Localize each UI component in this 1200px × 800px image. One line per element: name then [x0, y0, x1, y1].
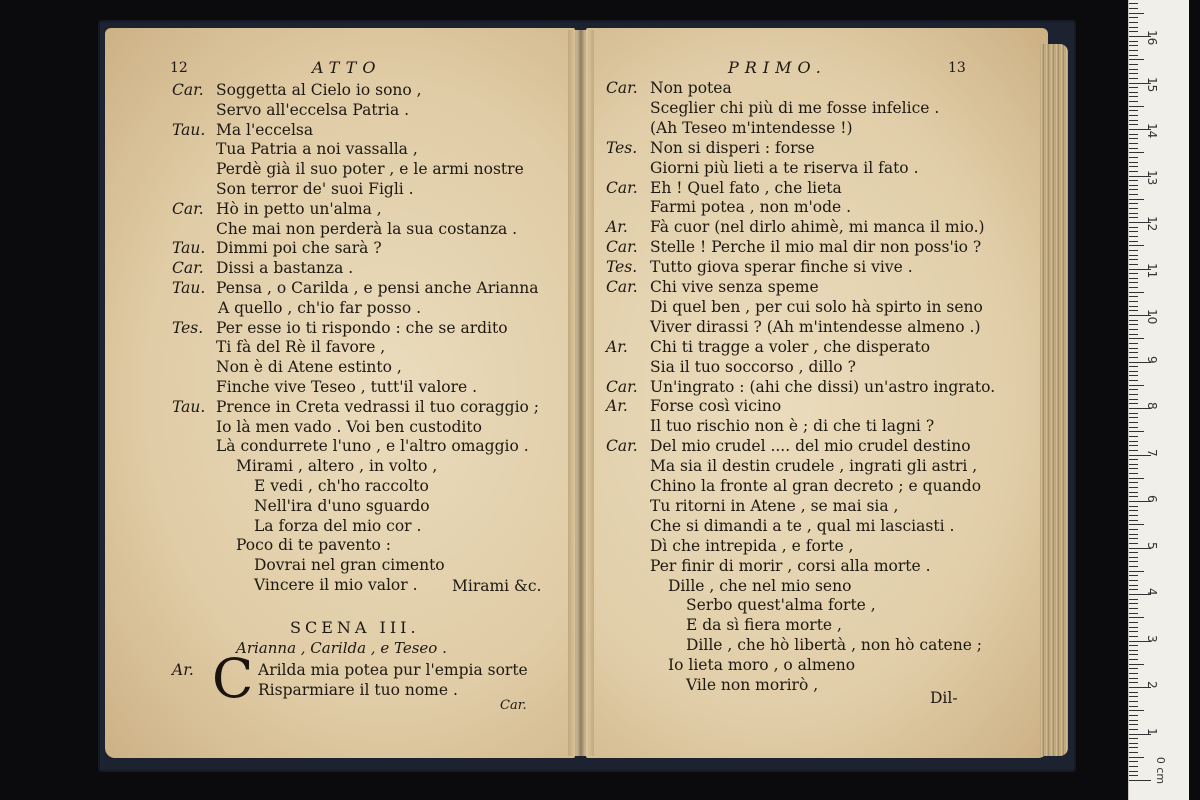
ruler-tick [1129, 31, 1138, 32]
verse-line: Che si dimandi a te , qual mi lasciasti . [650, 516, 955, 535]
ruler-tick [1129, 622, 1138, 623]
ruler-tick [1129, 245, 1144, 246]
verse-line: Non è di Atene estinto , [216, 358, 402, 377]
ruler-tick [1129, 110, 1138, 111]
ruler-label: 7 [1145, 448, 1159, 457]
ruler-tick [1129, 496, 1138, 497]
ruler-tick [1129, 534, 1138, 535]
verse-line: Non si disperi : forse [650, 138, 815, 157]
scene-title: SCENA III. [290, 618, 420, 637]
ruler-tick [1129, 450, 1138, 451]
ruler-tick [1129, 320, 1138, 321]
ruler-tick [1129, 171, 1138, 172]
ruler-tick [1129, 59, 1144, 60]
verse-line: La forza del mio cor . [254, 516, 422, 535]
ruler-tick [1129, 492, 1138, 493]
ruler-tick [1129, 775, 1138, 776]
verse-line: Chi vive senza speme [650, 278, 819, 296]
ruler-tick [1129, 152, 1144, 153]
ruler-tick [1129, 701, 1138, 702]
verse-line: Dovrai nel gran cimento [254, 556, 445, 575]
ruler-tick [1129, 208, 1138, 209]
verse-line: E da sì fiera morte , [686, 616, 842, 635]
ruler-tick [1129, 236, 1138, 237]
ruler-tick [1129, 185, 1138, 186]
speaker-label: Tes. [606, 258, 638, 277]
ruler-tick [1129, 45, 1138, 46]
ruler-tick [1129, 3, 1138, 4]
ruler-tick [1129, 338, 1144, 339]
verse-line: Serbo quest'alma forte , [686, 596, 876, 615]
ruler-tick [1129, 101, 1138, 102]
ruler-tick [1129, 138, 1138, 139]
measuring-ruler [1128, 0, 1189, 800]
ruler-tick [1129, 459, 1138, 460]
verse-line: Stelle ! Perche il mio mal dir non poss'io ? [650, 238, 982, 257]
ruler-tick [1129, 227, 1138, 228]
ruler-tick [1129, 738, 1138, 739]
ruler-label: 10 [1145, 309, 1159, 325]
ruler-tick [1129, 613, 1138, 614]
ruler-tick [1129, 743, 1138, 744]
ruler-tick [1129, 96, 1138, 97]
ruler-tick [1129, 441, 1138, 442]
speaker-label: Car. [172, 81, 204, 99]
ruler-tick [1129, 287, 1138, 288]
ruler-tick [1129, 659, 1138, 660]
verse-line: Il tuo rischio non è ; di che ti lagni ? [650, 417, 935, 436]
speaker-label: Car. [606, 238, 638, 257]
ruler-label: 9 [1145, 355, 1159, 364]
verse-line: Soggetta al Cielo io sono , [216, 81, 422, 99]
ruler-tick [1129, 366, 1138, 367]
ruler-tick [1129, 41, 1138, 42]
ruler-tick [1129, 696, 1138, 697]
ruler-tick [1129, 780, 1151, 781]
verse-line: Ma l'eccelsa [216, 120, 314, 139]
ruler-tick [1129, 157, 1138, 158]
ruler-tick [1129, 715, 1138, 716]
ruler-tick [1129, 87, 1138, 88]
ruler-tick [1129, 538, 1138, 539]
ruler-tick [1129, 389, 1138, 390]
ruler-tick [1129, 357, 1138, 358]
verse-line: Per esse io ti rispondo : che se ardito [216, 318, 508, 337]
ruler-label: 5 [1145, 541, 1159, 550]
speaker-label: Tau. [172, 279, 206, 297]
running-head: ATTO [312, 58, 382, 77]
speaker-label: Car. [172, 259, 204, 278]
ruler-tick [1129, 599, 1138, 600]
ruler-tick [1129, 422, 1138, 423]
ruler-tick [1129, 603, 1138, 604]
ruler-label: 3 [1145, 634, 1159, 643]
ruler-tick [1129, 771, 1138, 772]
ruler-tick [1129, 64, 1138, 65]
verse-line: A quello , ch'io far posso . [218, 298, 422, 317]
ruler-tick [1129, 729, 1138, 730]
ruler-tick [1129, 352, 1138, 353]
verse-line: E vedi , ch'ho raccolto [254, 477, 429, 495]
page-edges [1040, 44, 1068, 756]
ruler-tick [1129, 148, 1138, 149]
verse-line: (Ah Teseo m'intendesse !) [650, 118, 853, 137]
ruler-tick [1129, 380, 1138, 381]
ruler-tick [1129, 720, 1138, 721]
ruler-tick [1129, 134, 1138, 135]
ruler-tick [1129, 636, 1138, 637]
ruler-tick [1129, 213, 1138, 214]
ruler-label: 15 [1145, 76, 1159, 92]
ruler-tick [1129, 561, 1138, 562]
ruler-tick [1129, 324, 1138, 325]
ruler-tick [1129, 706, 1138, 707]
verse-line: Vincere il mio valor . [254, 576, 418, 594]
verse-line: Arilda mia potea pur l'empia sorte [258, 661, 528, 679]
ruler-tick [1129, 631, 1138, 632]
speaker-label: Tau. [172, 239, 206, 258]
verse-line: Dille , che hò libertà , non hò catene ; [686, 636, 983, 655]
ruler-tick [1129, 524, 1144, 525]
ruler-tick [1129, 510, 1138, 511]
verse-line: Un'ingrato : (ahi che dissi) un'astro ingrato. [650, 377, 996, 396]
page-number: 12 [170, 60, 188, 76]
ruler-tick [1129, 8, 1138, 9]
ruler-tick [1129, 543, 1138, 544]
speaker-label: Ar. [606, 337, 628, 356]
verse-line: Forse così vicino [650, 397, 782, 416]
ruler-tick [1129, 403, 1138, 404]
ruler-tick [1129, 92, 1138, 93]
ruler-tick [1129, 50, 1138, 51]
speaker-label: Car. [606, 278, 638, 296]
verse-line: Farmi potea , non m'ode . [650, 198, 852, 217]
verse-line: Chino la fronte al gran decreto ; e quando [650, 477, 982, 495]
verse-line: Dissi a bastanza . [216, 259, 354, 278]
ruler-tick [1129, 241, 1138, 242]
ruler-tick [1129, 282, 1138, 283]
ruler-label: 2 [1145, 681, 1159, 689]
ruler-tick [1129, 143, 1138, 144]
ruler-unit: 0 cm [1154, 756, 1168, 785]
ruler-tick [1129, 27, 1138, 28]
verse-line: Pensa , o Carilda , e pensi anche Arianna [216, 279, 539, 297]
verse-line: Che mai non perderà la sua costanza . [216, 219, 518, 238]
ruler-tick [1129, 73, 1138, 74]
ruler-tick [1129, 627, 1138, 628]
aria-cue: Mirami &c. [452, 577, 542, 595]
verse-line: Risparmiare il tuo nome . [258, 681, 458, 699]
ruler-tick [1129, 664, 1144, 665]
verse-line: Tutto giova sperar finche si vive . [650, 258, 913, 277]
ruler-tick [1129, 473, 1138, 474]
verse-line: Prence in Creta vedrassi il tuo coraggio ; [216, 397, 540, 416]
verse-line: Chi ti tragge a voler , che disperato [650, 337, 931, 356]
ruler-tick [1129, 296, 1138, 297]
ruler-tick [1129, 645, 1138, 646]
ruler-tick [1129, 399, 1138, 400]
ruler-tick [1129, 571, 1144, 572]
ruler-tick [1129, 375, 1138, 376]
ruler-label: 8 [1145, 402, 1159, 410]
ruler-tick [1129, 506, 1138, 507]
ruler-tick [1129, 385, 1144, 386]
speaker-label: Tes. [606, 138, 638, 157]
ruler-tick [1129, 394, 1138, 395]
catchword: Car. [500, 698, 527, 713]
ruler-tick [1129, 468, 1138, 469]
ruler-tick [1129, 747, 1138, 748]
verse-line: Giorni più lieti a te riserva il fato . [650, 158, 919, 177]
ruler-tick [1129, 189, 1138, 190]
ruler-tick [1129, 22, 1138, 23]
verse-line: Mirami , altero , in volto , [236, 457, 438, 476]
ruler-tick [1129, 436, 1138, 437]
ruler-tick [1129, 520, 1138, 521]
verse-line: Sia il tuo soccorso , dillo ? [650, 357, 856, 376]
ruler-tick [1129, 617, 1144, 618]
ruler-tick [1129, 552, 1138, 553]
ruler-tick [1129, 329, 1138, 330]
verse-line: Servo all'eccelsa Patria . [216, 100, 410, 119]
ruler-tick [1129, 710, 1144, 711]
ruler-tick [1129, 180, 1138, 181]
verse-line: Di quel ben , per cui solo hà spirto in seno [650, 297, 983, 316]
verse-line: Ti fà del Rè il favore , [216, 338, 386, 357]
ruler-label: 12 [1145, 216, 1159, 232]
ruler-tick [1129, 301, 1138, 302]
verse-line: Dimmi poi che sarà ? [216, 239, 382, 258]
ruler-tick [1129, 348, 1138, 349]
verse-line: Nell'ira d'uno sguardo [254, 496, 430, 515]
ruler-tick [1129, 761, 1138, 762]
speaker-label: Tau. [172, 397, 206, 416]
ruler-label: 16 [1145, 30, 1159, 46]
ruler-tick [1129, 264, 1138, 265]
ruler-tick [1129, 371, 1138, 372]
ruler-tick [1129, 310, 1138, 311]
speaker-label: Car. [606, 178, 638, 197]
ruler-tick [1129, 78, 1138, 79]
speaker-label: Tau. [172, 120, 206, 139]
ruler-tick [1129, 589, 1138, 590]
verse-line: Perdè già il suo poter , e le armi nostre [216, 160, 524, 179]
ruler-tick [1129, 482, 1138, 483]
speaker-label: Car. [606, 79, 638, 97]
ruler-tick [1129, 199, 1144, 200]
ruler-tick [1129, 417, 1138, 418]
ruler-tick [1129, 255, 1138, 256]
verse-line: Finche vive Teseo , tutt'il valore . [216, 378, 478, 396]
verse-line: Sceglier chi più di me fosse infelice . [650, 98, 940, 117]
ruler-tick [1129, 13, 1144, 14]
verse-line: Per finir di morir , corsi alla morte . [650, 556, 931, 575]
book-gutter [568, 30, 594, 756]
ruler-tick [1129, 757, 1144, 758]
ruler-tick [1129, 427, 1138, 428]
ruler-tick [1129, 608, 1138, 609]
ruler-tick [1129, 231, 1138, 232]
verse-line: Tua Patria a noi vassalla , [216, 140, 418, 159]
ruler-tick [1129, 431, 1144, 432]
running-head: PRIMO. [728, 58, 827, 77]
ruler-tick [1129, 766, 1138, 767]
ruler-tick [1129, 124, 1138, 125]
ruler-tick [1129, 106, 1144, 107]
speaker-label: Ar. [606, 397, 628, 416]
ruler-tick [1129, 259, 1138, 260]
ruler-tick [1129, 752, 1138, 753]
ruler-tick [1129, 654, 1138, 655]
ruler-tick [1129, 478, 1144, 479]
ruler-tick [1129, 413, 1138, 414]
speaker-label: Tes. [172, 318, 204, 337]
ruler-tick [1129, 194, 1138, 195]
ruler-tick [1129, 529, 1138, 530]
ruler-tick [1129, 585, 1138, 586]
ruler-tick [1129, 566, 1138, 567]
speaker-label: Car. [606, 437, 638, 456]
ruler-tick [1129, 487, 1138, 488]
verse-line: Son terror de' suoi Figli . [216, 180, 414, 198]
ruler-tick [1129, 115, 1138, 116]
ruler-tick [1129, 445, 1138, 446]
speaker-label: Car. [172, 199, 204, 218]
ruler-tick [1129, 575, 1138, 576]
ruler-label: 1 [1145, 727, 1159, 736]
catchword: Dil- [930, 689, 958, 707]
ruler-tick [1129, 557, 1138, 558]
ruler-tick [1129, 724, 1138, 725]
ruler-tick [1129, 162, 1138, 163]
verse-line: Dille , che nel mio seno [668, 576, 852, 595]
ruler-tick [1129, 120, 1138, 121]
verse-line: Io là men vado . Voi ben custodito [216, 417, 482, 436]
ruler-tick [1129, 217, 1138, 218]
drop-cap: C [212, 647, 254, 710]
ruler-tick [1129, 334, 1138, 335]
verse-line: Là condurrete l'uno , e l'altro omaggio . [216, 437, 529, 456]
ruler-tick [1129, 55, 1138, 56]
ruler-tick [1129, 668, 1138, 669]
verse-line: Hò in petto un'alma , [216, 199, 382, 218]
ruler-tick [1129, 203, 1138, 204]
ruler-tick [1129, 273, 1138, 274]
ruler-tick [1129, 673, 1138, 674]
ruler-label: 6 [1145, 495, 1159, 503]
ruler-tick [1129, 515, 1138, 516]
verse-line: Fà cuor (nel dirlo ahimè, mi manca il mio.) [650, 218, 985, 237]
ruler-tick [1129, 17, 1138, 18]
ruler-tick [1129, 278, 1138, 279]
ruler-tick [1129, 166, 1138, 167]
ruler-tick [1129, 306, 1138, 307]
scene-characters: Arianna , Carilda , e Teseo . [236, 639, 447, 657]
verse-line: Eh ! Quel fato , che lieta [650, 178, 842, 197]
ruler-tick [1129, 650, 1138, 651]
verse-line: Non potea [650, 79, 732, 97]
ruler-label: 4 [1145, 588, 1159, 596]
ruler-tick [1129, 292, 1144, 293]
ruler-tick [1129, 682, 1138, 683]
page-number: 13 [948, 60, 966, 76]
speaker-label: Car. [606, 377, 638, 396]
speaker-label: Ar. [172, 661, 194, 679]
ruler-tick [1129, 343, 1138, 344]
verse-line: Poco di te pavento : [236, 536, 391, 555]
ruler-tick [1129, 678, 1138, 679]
ruler-tick [1129, 69, 1138, 70]
verse-line: Viver dirassi ? (Ah m'intendesse almeno .) [650, 317, 981, 336]
ruler-tick [1129, 250, 1138, 251]
ruler-label: 11 [1145, 262, 1159, 278]
verse-line: Dì che intrepida , e forte , [650, 536, 854, 555]
ruler-tick [1129, 464, 1138, 465]
verse-line: Ma sia il destin crudele , ingrati gli astri , [650, 457, 978, 476]
ruler-label: 13 [1145, 169, 1159, 185]
speaker-label: Ar. [606, 218, 628, 237]
ruler-tick [1129, 580, 1138, 581]
verse-line: Io lieta moro , o almeno [668, 656, 856, 675]
ruler-label: 14 [1145, 123, 1159, 139]
verse-line: Vile non morirò , [686, 676, 819, 694]
ruler-tick [1129, 692, 1138, 693]
verse-line: Tu ritorni in Atene , se mai sia , [650, 496, 899, 515]
verse-line: Del mio crudel .... del mio crudel destino [650, 437, 971, 456]
